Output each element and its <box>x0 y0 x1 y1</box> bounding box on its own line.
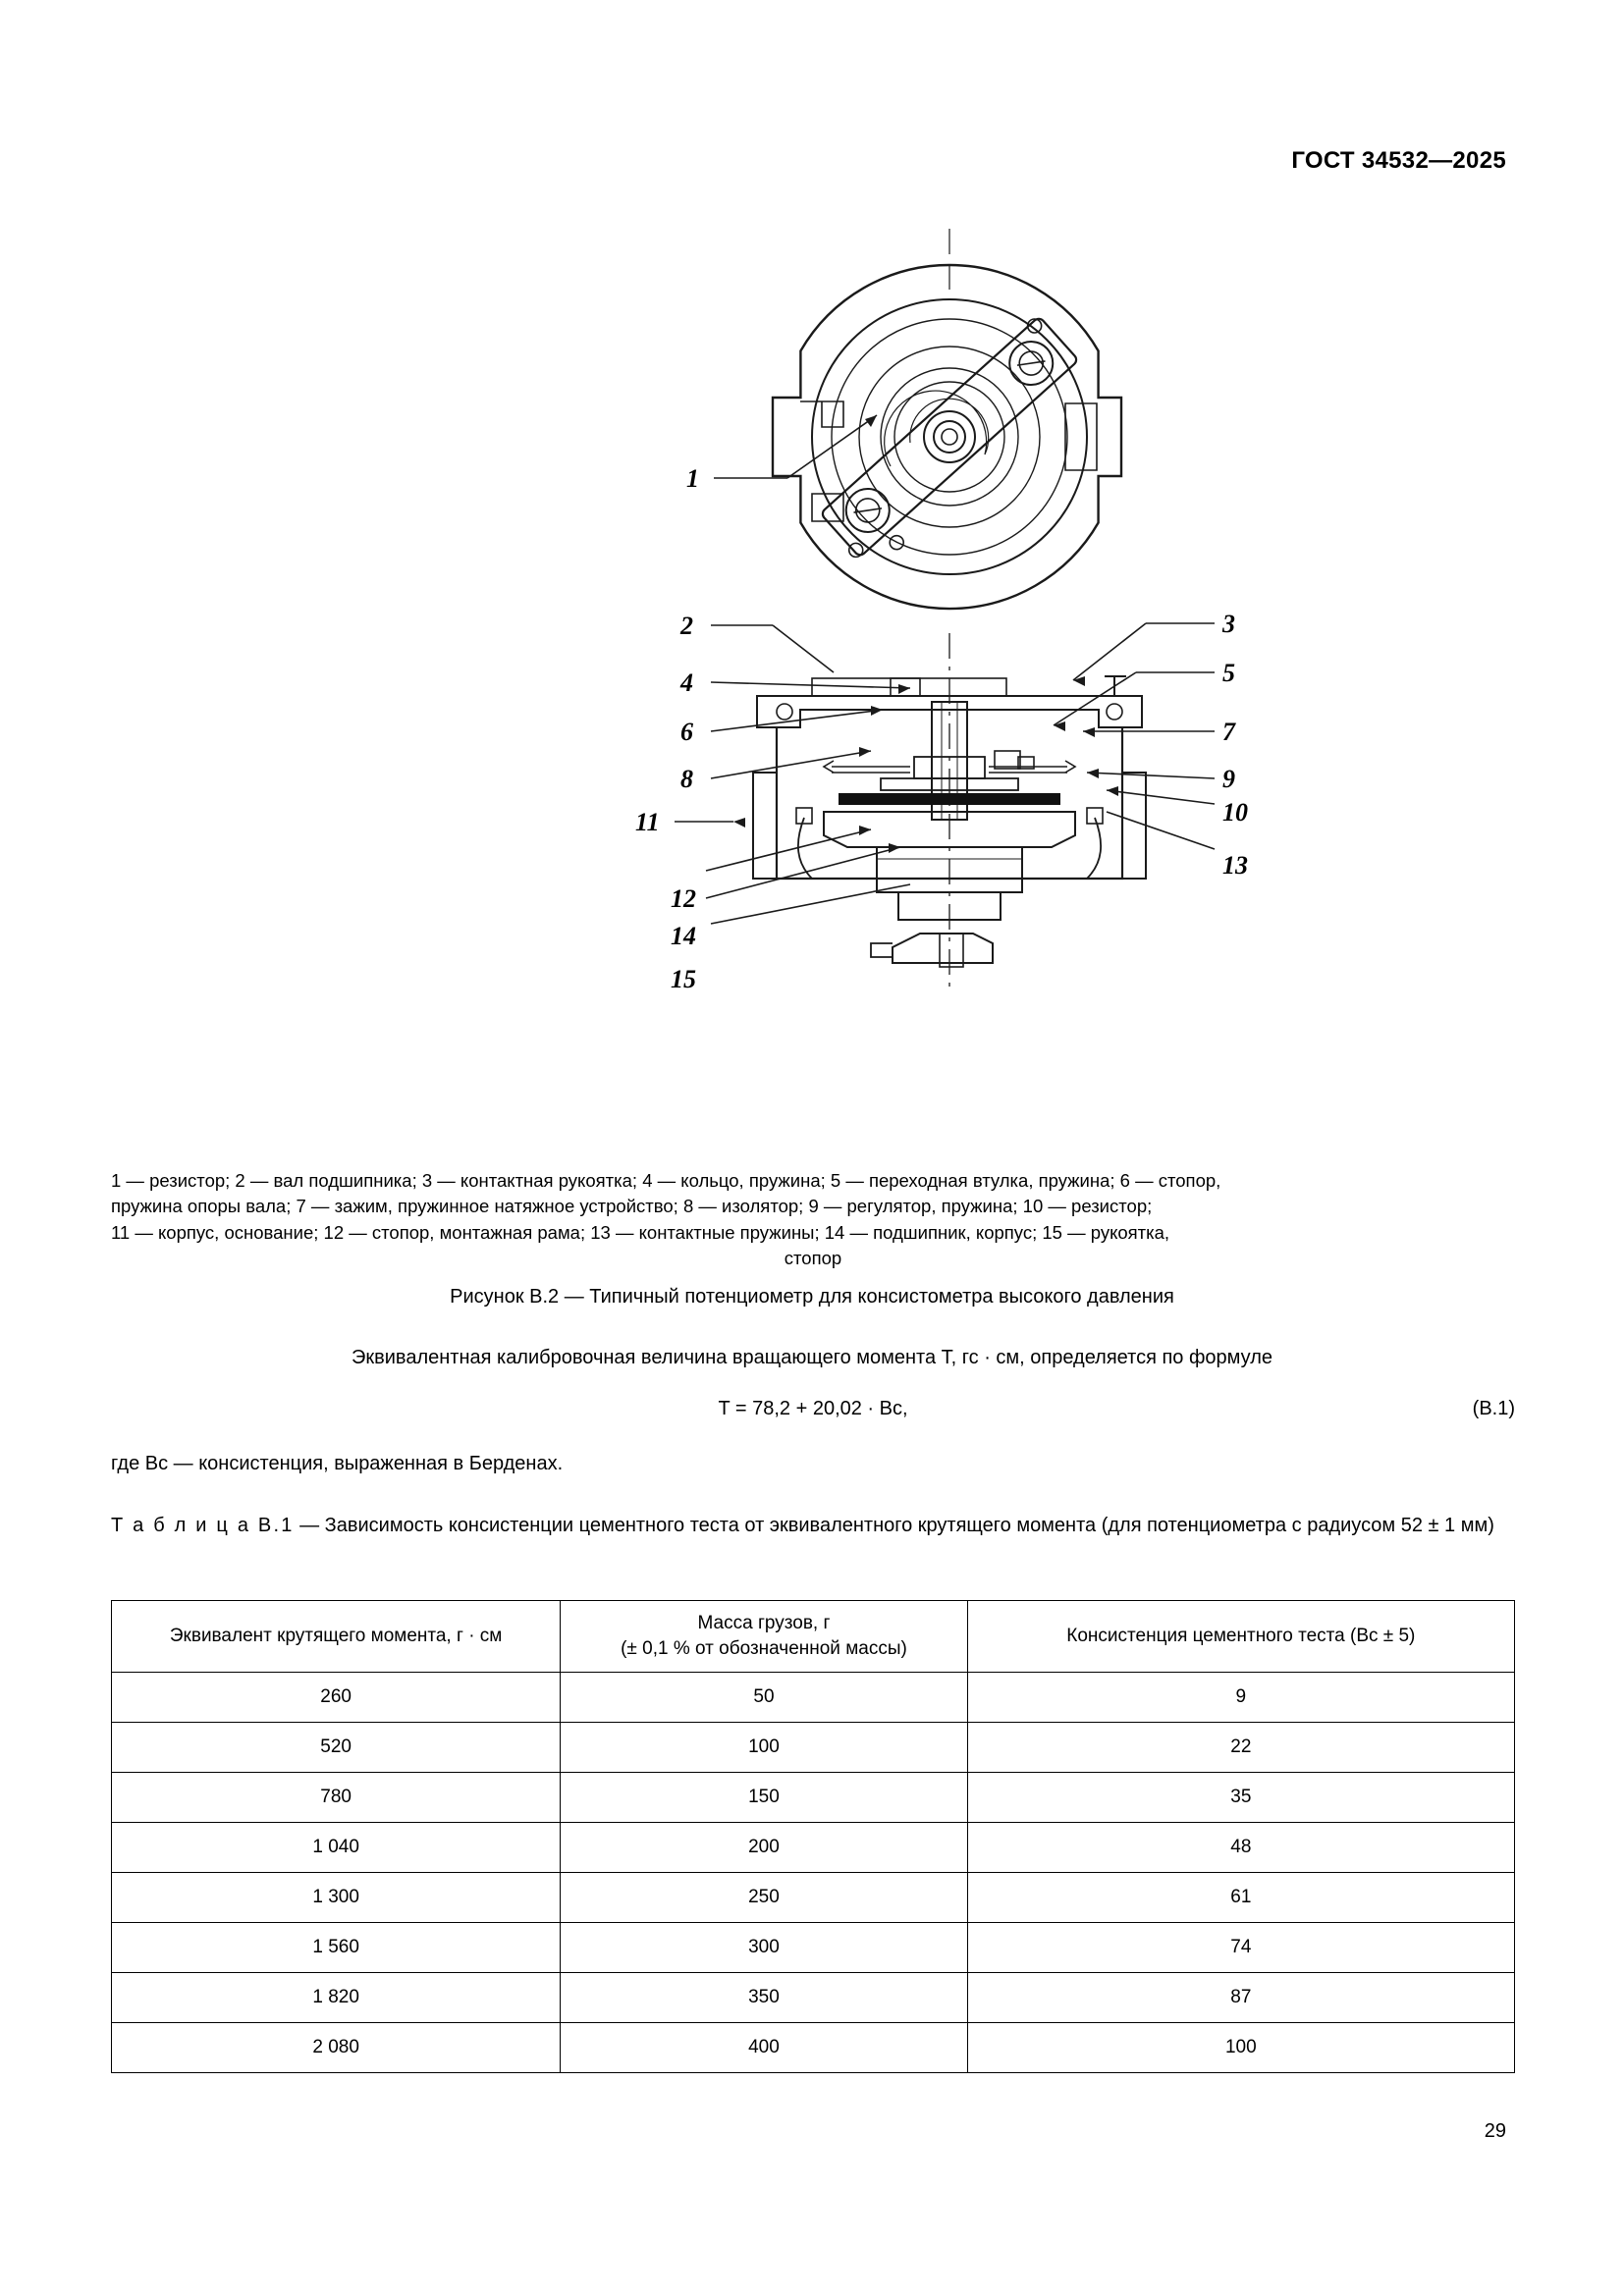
table-cell-consistency: 87 <box>967 1973 1514 2023</box>
table-title <box>111 1512 1515 1540</box>
table-cell-consistency: 74 <box>967 1923 1514 1973</box>
figure-potentiometer-diagram <box>0 211 1624 1153</box>
table-cell-torque: 1 040 <box>112 1823 561 1873</box>
table-cell-mass: 100 <box>561 1723 967 1773</box>
table-cell-mass: 400 <box>561 2023 967 2073</box>
paragraph-torque-intro: Эквивалентная калибровочная величина вращающего момента T, гс · см, определяется по формуле <box>352 1347 1272 1368</box>
table-header-col-3: Консистенция цементного теста (Вс ± 5) <box>967 1601 1514 1673</box>
figure-title: Рисунок В.2 — Типичный потенциометр для консистометра высокого давления <box>450 1286 1174 1308</box>
figure-legend <box>111 1168 1515 1271</box>
table-cell-consistency: 22 <box>967 1723 1514 1773</box>
table-header-row <box>112 1601 1515 1673</box>
table-row <box>112 1823 1515 1873</box>
formula-row <box>111 1398 1515 1420</box>
figure-callout-10: 10 <box>1222 798 1248 827</box>
figure-callout-11: 11 <box>635 808 660 836</box>
figure-callout-7: 7 <box>1222 718 1235 746</box>
table-cell-mass: 150 <box>561 1773 967 1823</box>
figure-legend-line-2: пружина опоры вала; 7 — зажим, пружинное натяжное устройство; 8 — изолятор; 9 — регулятор, пружина; 10 — резистор; <box>111 1196 1153 1217</box>
table-cell-torque: 780 <box>112 1773 561 1823</box>
table-cell-mass: 250 <box>561 1873 967 1923</box>
table-cell-mass: 350 <box>561 1973 967 2023</box>
table-title-text: — Зависимость консистенции цементного теста от эквивалентного крутящего момента (для потенциометра с радиусом 52 ± 1 мм) <box>294 1515 1494 1536</box>
table-header-col-2 <box>561 1601 967 1673</box>
figure-callout-12: 12 <box>671 884 696 913</box>
figure-legend-line-3: 11 — корпус, основание; 12 — стопор, монтажная рама; 13 — контактные пружины; 14 — подшипник, корпус; 15 — рукоятка, <box>111 1221 1170 1243</box>
figure-callout-6: 6 <box>680 718 693 746</box>
figure-callout-5: 5 <box>1222 659 1235 687</box>
table-header-col-1: Эквивалент крутящего момента, г · см <box>112 1601 561 1673</box>
figure-legend-line-4: стопор <box>784 1247 842 1268</box>
formula-expression: T = 78,2 + 20,02 · Вс, <box>718 1398 908 1419</box>
table-consistency-torque <box>111 1600 1515 2073</box>
table-cell-mass: 200 <box>561 1823 967 1873</box>
table-cell-consistency: 35 <box>967 1773 1514 1823</box>
formula-number: (В.1) <box>1472 1398 1515 1419</box>
figure-callout-9: 9 <box>1222 765 1235 793</box>
figure-callout-4: 4 <box>680 668 693 697</box>
table-row <box>112 1773 1515 1823</box>
paragraph-variable-definition: где Вс — консистенция, выраженная в Берденах. <box>111 1453 564 1474</box>
figure-legend-line-1: 1 — резистор; 2 — вал подшипника; 3 — контактная рукоятка; 4 — кольцо, пружина; 5 — переходная втулка, пружина; 6 — стопор, <box>111 1170 1221 1191</box>
figure-callout-14: 14 <box>671 922 696 950</box>
table-row <box>112 1673 1515 1723</box>
table-cell-torque: 520 <box>112 1723 561 1773</box>
table-cell-torque: 1 300 <box>112 1873 561 1923</box>
page-header-standard: ГОСТ 34532—2025 <box>1291 147 1506 174</box>
figure-callout-3: 3 <box>1222 610 1235 638</box>
page-number: 29 <box>1484 2120 1506 2142</box>
table-cell-torque: 1 820 <box>112 1973 561 2023</box>
figure-callout-8: 8 <box>680 765 693 793</box>
table-row <box>112 1873 1515 1923</box>
table-row <box>112 1973 1515 2023</box>
figure-callout-15: 15 <box>671 965 696 993</box>
table-row <box>112 2023 1515 2073</box>
table-cell-consistency: 61 <box>967 1873 1514 1923</box>
table-row <box>112 1723 1515 1773</box>
figure-callout-13: 13 <box>1222 851 1248 880</box>
figure-callout-2: 2 <box>680 612 693 640</box>
table-cell-consistency: 9 <box>967 1673 1514 1723</box>
table-row <box>112 1923 1515 1973</box>
table-header-col-2-line-2: (± 0,1 % от обозначенной массы) <box>621 1638 907 1659</box>
table-cell-torque: 1 560 <box>112 1923 561 1973</box>
table-header-col-2-line-1: Масса грузов, г <box>697 1613 831 1634</box>
table-cell-torque: 2 080 <box>112 2023 561 2073</box>
table-cell-mass: 300 <box>561 1923 967 1973</box>
table-cell-torque: 260 <box>112 1673 561 1723</box>
table-cell-consistency: 100 <box>967 2023 1514 2073</box>
figure-callout-1: 1 <box>686 464 699 493</box>
table-cell-mass: 50 <box>561 1673 967 1723</box>
table-title-label: Т а б л и ц а В.1 <box>111 1515 295 1536</box>
table-cell-consistency: 48 <box>967 1823 1514 1873</box>
